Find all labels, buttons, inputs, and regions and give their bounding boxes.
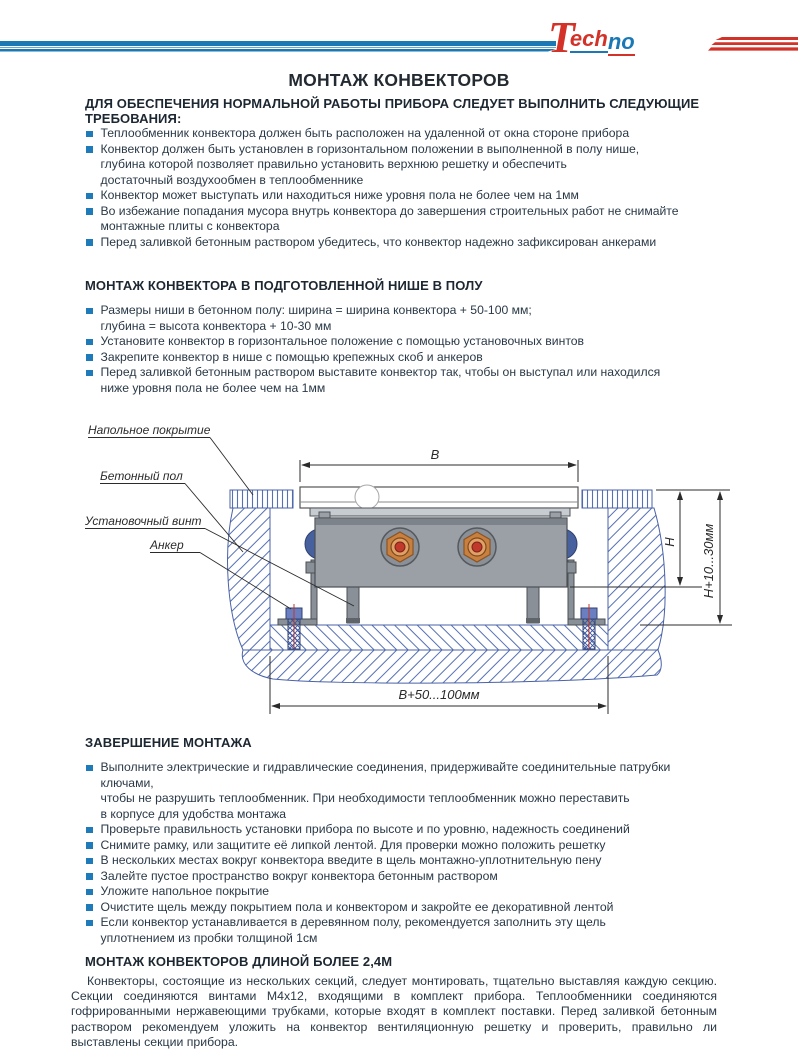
convector-body [315,518,567,587]
bullet-item [86,869,726,885]
dim-convector-height: H [662,537,677,547]
bullet-item [86,126,726,142]
bullet-square-icon [86,842,93,849]
bullet-square-icon [86,193,93,200]
bullet-square-icon [86,208,93,215]
header-blue-rule [0,41,556,52]
bullet-text: Очистите щель между покрытием пола и конвектором и закройте ее декоративной лентой [100,899,614,914]
bullet-item [86,350,726,366]
floor-covering-right [582,490,652,508]
bullet-item [86,822,726,838]
section-heading-requirements: ДЛЯ ОБЕСПЕЧЕНИЯ НОРМАЛЬНОЙ РАБОТЫ ПРИБОРА СЛЕДУЕТ ВЫПОЛНИТЬ СЛЕДУЮЩИЕ ТРЕБОВАНИЯ: [85,96,700,126]
bullet-item [86,142,726,189]
bullet-item [86,365,726,396]
mounting-frame [310,508,570,516]
convector-assembly [278,485,605,649]
completion-list [86,760,726,946]
logo-text-no: no [607,29,635,54]
bullet-square-icon [86,239,93,246]
bullet-square-icon [86,308,93,315]
bullet-text: Перед заливкой бетонным раствором убедитесь, что конвектор надежно зафиксирован анкерами [100,234,657,249]
bullet-item [86,235,726,251]
bullet-square-icon [86,354,93,361]
requirements-list [86,126,726,250]
installation-diagram [80,418,740,718]
bullet-item [86,838,726,854]
bullet-text: Закрепите конвектор в нише с помощью крепежных скоб и анкеров [100,349,483,364]
label-adjusting-screw: Установочный винт [85,514,202,528]
bullet-text: Теплообменник конвектора должен быть расположен на удаленной от окна стороне прибора [100,126,630,140]
bullet-text: Выполните электрические и гидравлические соединения, придерживайте соединительные патрубки ключами, чтобы не разрушить теплообменник. При необходимости теплообменник можно переставить в корпусе для удобства монтажа [100,760,671,821]
header-red-rule [708,37,798,53]
bullet-item [86,188,726,204]
dim-niche-width: B+50...100мм [398,687,480,702]
bullet-square-icon [86,873,93,880]
bullet-square-icon [86,339,93,346]
anchor-bolt-right [581,604,597,649]
bullet-square-icon [86,889,93,896]
bullet-square-icon [86,920,93,927]
bullet-square-icon [86,370,93,377]
bullet-text: Конвектор должен быть установлен в горизонтальном положении в выполненной в полу нише, глубина которой позволяет правильно установить верхнюю решетку и обеспечить достаточный воздухообмен в теплообменнике [100,141,640,187]
logo-letter-t: T [548,13,573,62]
label-anchor: Анкер [150,538,184,552]
logo-text-ech: ech [569,26,608,51]
dim-niche-depth: H+10...30мм [701,523,716,599]
pipe-fitting-right [458,528,496,566]
bullet-text: Размеры ниши в бетонном полу: ширина = ширина конвектора + 50-100 мм; глубина = высота конвектора + 10-30 мм [100,303,532,333]
bullet-square-icon [86,146,93,153]
bullet-item [86,204,726,235]
techno-logo [548,10,635,62]
section-heading-long-convectors: МОНТАЖ КОНВЕКТОРОВ ДЛИНОЙ БОЛЕЕ 2,4М [85,954,393,969]
bullet-text: Уложите напольное покрытие [100,884,270,898]
anchor-bolt-left [286,604,302,649]
bullet-item [86,853,726,869]
bullet-text: Снимите рамку, или защитите её липкой лентой. Для проверки можно положить решетку [100,837,606,852]
bullet-item [86,303,726,334]
niche-install-list [86,303,726,396]
bullet-item [86,915,726,946]
bullet-square-icon [86,765,93,772]
section-heading-completion: ЗАВЕРШЕНИЕ МОНТАЖА [85,735,252,750]
floor-covering-left [230,490,293,508]
bullet-item [86,760,726,822]
bullet-text: Во избежание попадания мусора внутрь конвектора до завершения строительных работ не снимайте монтажные плиты с конвектора [100,203,679,233]
bullet-item [86,900,726,916]
grille-detail-circle [355,485,379,509]
label-concrete-floor: Бетонный пол [100,469,183,483]
adjusting-screw-right [526,587,540,623]
bullet-text: Установите конвектор в горизонтальное положение с помощью установочных винтов [100,334,585,348]
bullet-text: Проверьте правильность установки прибора по высоте и по уровню, надежность соединений [100,822,630,836]
bullet-item [86,334,726,350]
label-floor-covering: Напольное покрытие [88,423,211,437]
bullet-square-icon [86,858,93,865]
long-convectors-paragraph: Конвекторы, состоящие из нескольких секций, следует монтировать, тщательно выставляя каждую секцию. Секции соединяются винтами М4х12, входящими в комплект прибора. Теплообменники соединяются гофрированными нержавеющими трубками, которые входят в комплект поставки. Перед заливкой бетонным раствором рекомендуем уложить на конвектор вентиляционную решетку и проверить, правильно ли выставлены секции прибора. [71,974,717,1049]
niche-bottom-slab [270,625,608,650]
bullet-text: Залейте пустое пространство вокруг конвектора бетонным раствором [100,868,498,883]
bullet-square-icon [86,904,93,911]
bullet-item [86,884,726,900]
bullet-text: Если конвектор устанавливается в деревянном полу, рекомендуется заполнить эту щель уплотнением из пробки толщиной 1см [100,915,606,945]
page-title: МОНТАЖ КОНВЕКТОРОВ [288,70,510,90]
bullet-square-icon [86,827,93,834]
bullet-square-icon [86,131,93,138]
bullet-text: Перед заливкой бетонным раствором выставите конвектор так, чтобы он выступал или находился ниже уровня пола не более чем на 1мм [100,365,661,395]
dim-grille-width: B [430,447,440,462]
section-heading-niche-install: МОНТАЖ КОНВЕКТОРА В ПОДГОТОВЛЕННОЙ НИШЕ В ПОЛУ [85,278,483,293]
bullet-text: В нескольких местах вокруг конвектора введите в щель монтажно-уплотнительную пену [100,853,602,867]
bullet-text: Конвектор может выступать или находиться ниже уровня пола не более чем на 1мм [100,188,579,202]
pipe-fitting-left [381,528,419,566]
top-grille [300,487,578,508]
